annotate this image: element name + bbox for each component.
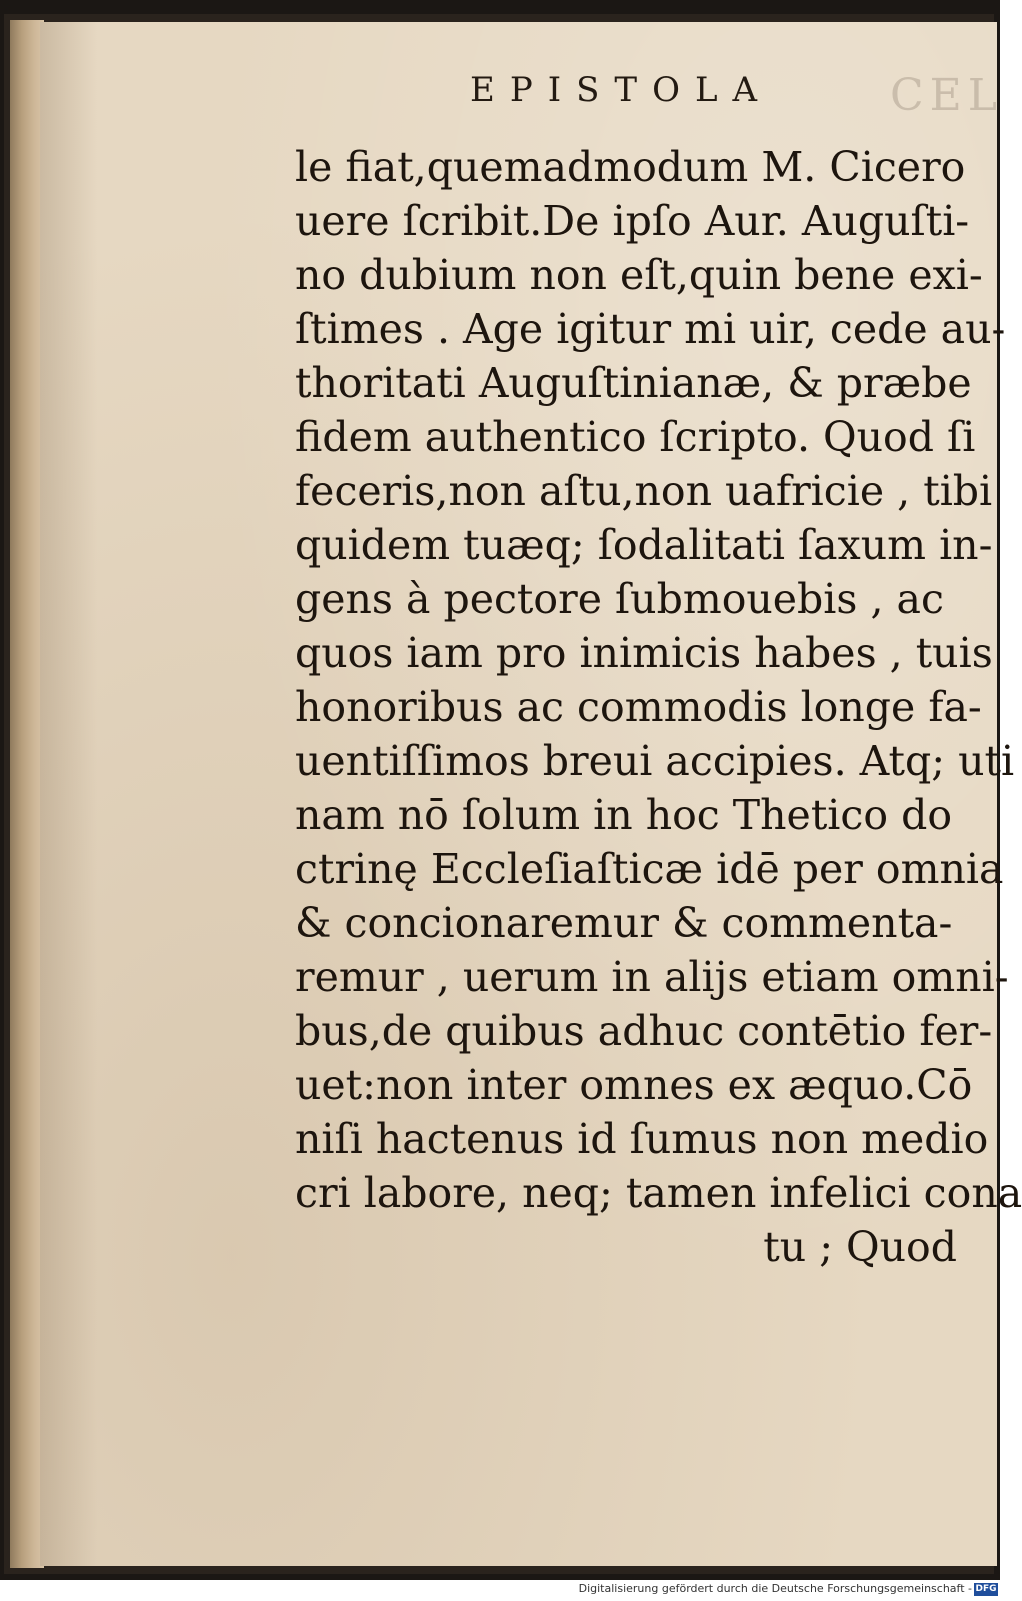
text-line: quidem tuæq; ſodalitati ſaxum in- — [295, 521, 993, 569]
footer-bar — [0, 1580, 1000, 1601]
text-line: nam nō ſolum in hoc Thetico do — [295, 791, 953, 839]
text-line: quos iam pro inimicis habes , tuis — [295, 629, 993, 677]
text-line: & concionaremur & commenta- — [295, 899, 953, 947]
page-edge — [10, 20, 44, 1568]
text-line: niſi hactenus id ſumus non medio — [295, 1115, 989, 1163]
text-line: no dubium non eſt,quin bene exi- — [295, 251, 983, 299]
text-line: ſtimes . Age igitur mi uir, cede au- — [295, 305, 1006, 353]
text-line: le fiat,quemadmodum M. Cicero — [295, 143, 966, 191]
text-line: feceris,non aſtu,non uafricie , tibi — [295, 467, 993, 515]
text-line: uentiſſimos breui accipies. Atq; uti — [295, 737, 1015, 785]
text-line: thoritati Auguſtinianæ, & præbe — [295, 359, 972, 407]
dfg-logo: DFG — [975, 1584, 997, 1594]
text-line: gens à pectore ſubmouebis , ac — [295, 575, 944, 623]
text-line: fidem authentico ſcripto. Quod ſi — [295, 413, 976, 461]
text-line: remur , uerum in alijs etiam omni- — [295, 953, 1009, 1001]
footer-credit: Digitalisierung gefördert durch die Deutsche Forschungsgemeinschaft - — [578, 1582, 972, 1595]
text-line: uet:non inter omnes ex æquo.Cō — [295, 1061, 973, 1109]
text-block — [295, 140, 1022, 1274]
text-line: ctrinę Eccleſiaſticæ idē per omnia — [295, 845, 1004, 893]
running-head: EPISTOLA — [470, 70, 773, 110]
text-line: cri labore, neq; tamen infelici cona — [295, 1169, 1022, 1217]
catchword-line: tu ; Quod — [763, 1223, 957, 1271]
text-line: honoribus ac commodis longe fa- — [295, 683, 982, 731]
show-through-bleed: CEL — [890, 70, 1004, 121]
text-line: bus,de quibus adhuc contētio fer- — [295, 1007, 993, 1055]
text-line: uere ſcribit.De ipſo Aur. Auguſti- — [295, 197, 970, 245]
